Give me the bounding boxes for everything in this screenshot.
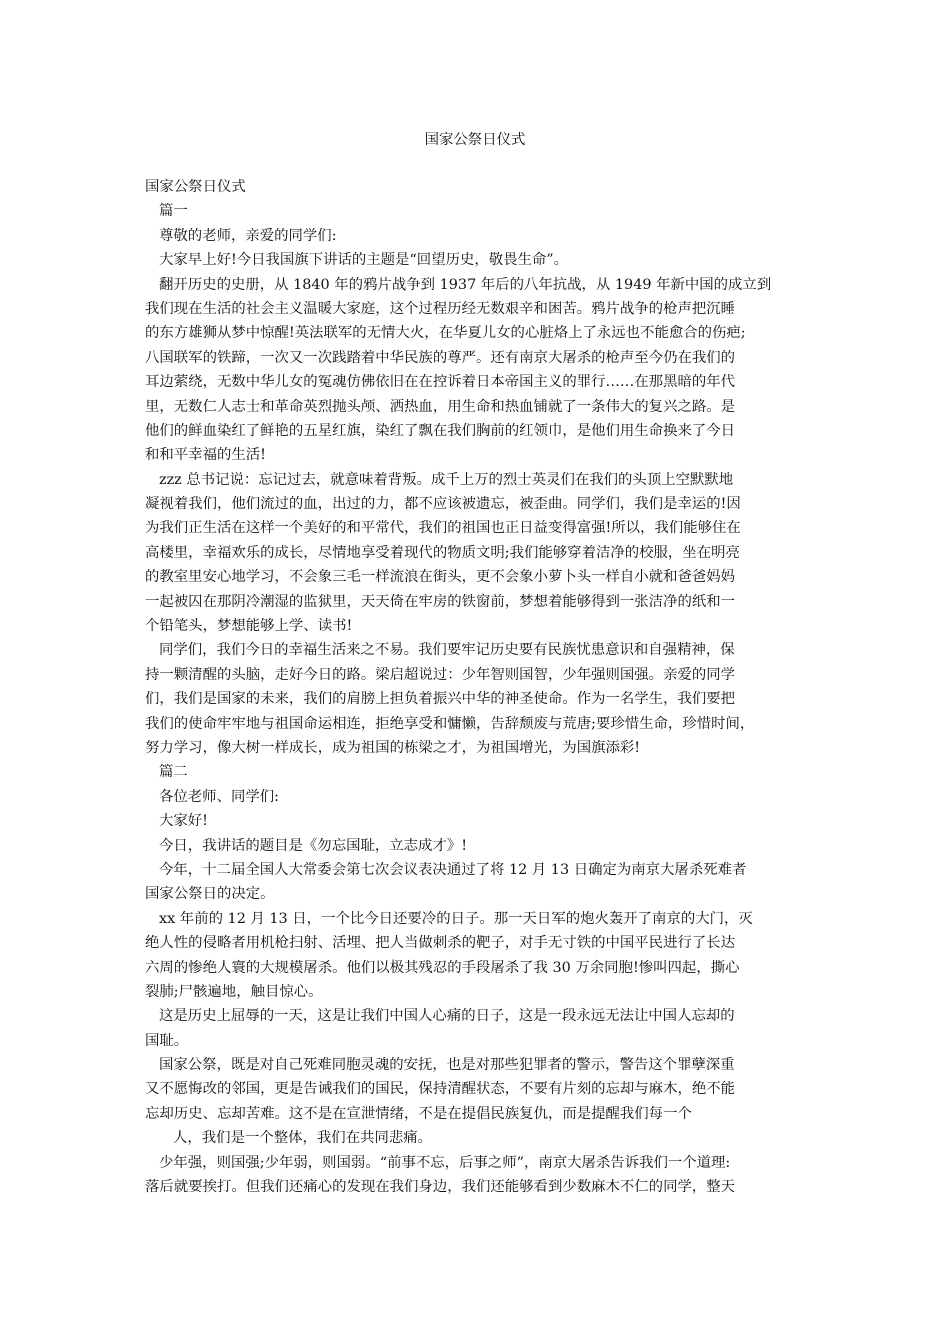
document-body	[145, 175, 805, 1199]
text-line: xx 年前的 12 月 13 日，一个比今日还要冷的日子。那一天日军的炮火轰开了南京的大门，灭	[159, 910, 753, 927]
text-line: 里，无数仁人志士和革命英烈抛头颅、洒热血，用生命和热血铺就了一条伟大的复兴之路。是	[145, 398, 736, 415]
text-line: 凝视着我们，他们流过的血，出过的力，都不应该被遗忘，被歪曲。同学们，我们是幸运的!因	[145, 496, 741, 513]
text-line: 国耻。	[145, 1032, 189, 1049]
text-line: 绝人性的侵略者用机枪扫射、活埋、把人当做刺杀的靶子，对手无寸铁的中国平民进行了长达	[145, 935, 736, 952]
text-line: 为我们正生活在这样一个美好的和平常代，我们的祖国也正日益变得富强!所以，我们能够住在	[145, 520, 741, 537]
text-line: 和和平幸福的生活!	[145, 447, 266, 464]
text-line: 大家好!	[159, 813, 208, 830]
text-line: 国家公祭日仪式	[145, 179, 246, 195]
text-line: 篇一	[159, 203, 188, 220]
text-line: 他们的鲜血染红了鲜艳的五星红旗，染红了飘在我们胸前的红领巾，是他们用生命换来了今日	[145, 422, 736, 439]
text-line: 各位老师、同学们:	[159, 788, 279, 805]
text-line: 今日，我讲话的题目是《勿忘国耻，立志成才》!	[159, 837, 467, 854]
text-line: 人，我们是一个整体，我们在共同悲痛。	[173, 1130, 433, 1147]
text-line: 篇二	[159, 764, 188, 781]
text-line: 六周的惨绝人寰的大规模屠杀。他们以极其残忍的手段屠杀了我 30 万余同胞!惨叫四起，撕心	[145, 959, 740, 976]
text-line: 的东方雄狮从梦中惊醒!英法联军的无情大火，在华夏儿女的心脏烙上了永远也不能愈合的伤疤;	[145, 325, 746, 342]
text-line: 裂肺;尸骸遍地，触目惊心。	[145, 983, 323, 1000]
text-line: 我们现在生活的社会主义温暖大家庭，这个过程历经无数艰辛和困苦。鸦片战争的枪声把沉睡	[145, 300, 736, 317]
text-line: 这是历史上屈辱的一天，这是让我们中国人心痛的日子，这是一段永远无法让中国人忘却的	[159, 1008, 735, 1025]
page-title: 国家公祭日仪式	[424, 132, 526, 148]
text-line: 国家公祭日的决定。	[145, 886, 275, 903]
text-line: 努力学习，像大树一样成长，成为祖国的栋梁之才，为祖国增光，为国旗添彩!	[145, 739, 641, 756]
text-line: 的教室里安心地学习，不会象三毛一样流浪在街头，更不会象小萝卜头一样自小就和爸爸妈妈	[145, 569, 736, 586]
text-line: zzz 总书记说：忘记过去，就意味着背叛。成千上万的烈士英灵们在我们的头顶上空默默地	[159, 471, 734, 488]
text-line: 大家早上好!今日我国旗下讲话的主题是“回望历史，敬畏生命”。	[159, 252, 569, 269]
text-line: 忘却历史、忘却苦难。这不是在宣泄情绪，不是在提倡民族复仇，而是提醒我们每一个	[145, 1105, 692, 1122]
text-line: 同学们，我们今日的幸福生活来之不易。我们要牢记历史要有民族忧患意识和自强精神，保	[159, 642, 735, 659]
text-line: 翻开历史的史册，从 1840 年的鸦片战争到 1937 年后的八年抗战，从 1949 年新中国的成立到	[159, 276, 772, 293]
text-line: 国家公祭，既是对自己死难同胞灵魂的安抚，也是对那些犯罪者的警示，警告这个罪孽深重	[159, 1057, 735, 1074]
text-line: 们，我们是国家的未来，我们的肩膀上担负着振兴中华的神圣使命。作为一名学生，我们要把	[145, 691, 736, 708]
text-line: 高楼里，幸福欢乐的成长，尽情地享受着现代的物质文明;我们能够穿着洁净的校服，坐在明亮	[145, 544, 740, 561]
text-line: 八国联军的铁蹄，一次又一次践踏着中华民族的尊严。还有南京大屠杀的枪声至今仍在我们的	[145, 349, 736, 366]
text-line: 一起被囚在那阴冷潮湿的监狱里，天天倚在牢房的铁窗前，梦想着能够得到一张洁净的纸和一	[145, 593, 736, 610]
text-line: 今年，十二届全国人大常委会第七次会议表决通过了将 12 月 13 日确定为南京大屠杀死难者	[159, 861, 747, 878]
text-line: 尊敬的老师，亲爱的同学们:	[159, 227, 337, 244]
text-line: 少年强，则国强;少年弱，则国弱。“前事不忘，后事之师”，南京大屠杀告诉我们一个道理:	[159, 1154, 731, 1171]
text-line: 又不愿悔改的邻国，更是告诫我们的国民，保持清醒状态，不要有片刻的忘却与麻木，绝不能	[145, 1081, 736, 1098]
text-line: 持一颗清醒的头脑，走好今日的路。梁启超说过：少年智则国智，少年强则国强。亲爱的同学	[145, 666, 736, 683]
text-line: 落后就要挨打。但我们还痛心的发现在我们身边，我们还能够看到少数麻木不仁的同学，整天	[145, 1179, 736, 1196]
text-line: 个铅笔头，梦想能够上学、读书!	[145, 618, 353, 635]
text-line: 耳边萦绕，无数中华儿女的冤魂仿佛依旧在在控诉着日本帝国主义的罪行……在那黑暗的年代	[145, 374, 736, 391]
text-line: 我们的使命牢牢地与祖国命运相连，拒绝享受和慵懒，告辞颓废与荒唐;要珍惜生命，珍惜时间，	[145, 715, 755, 732]
